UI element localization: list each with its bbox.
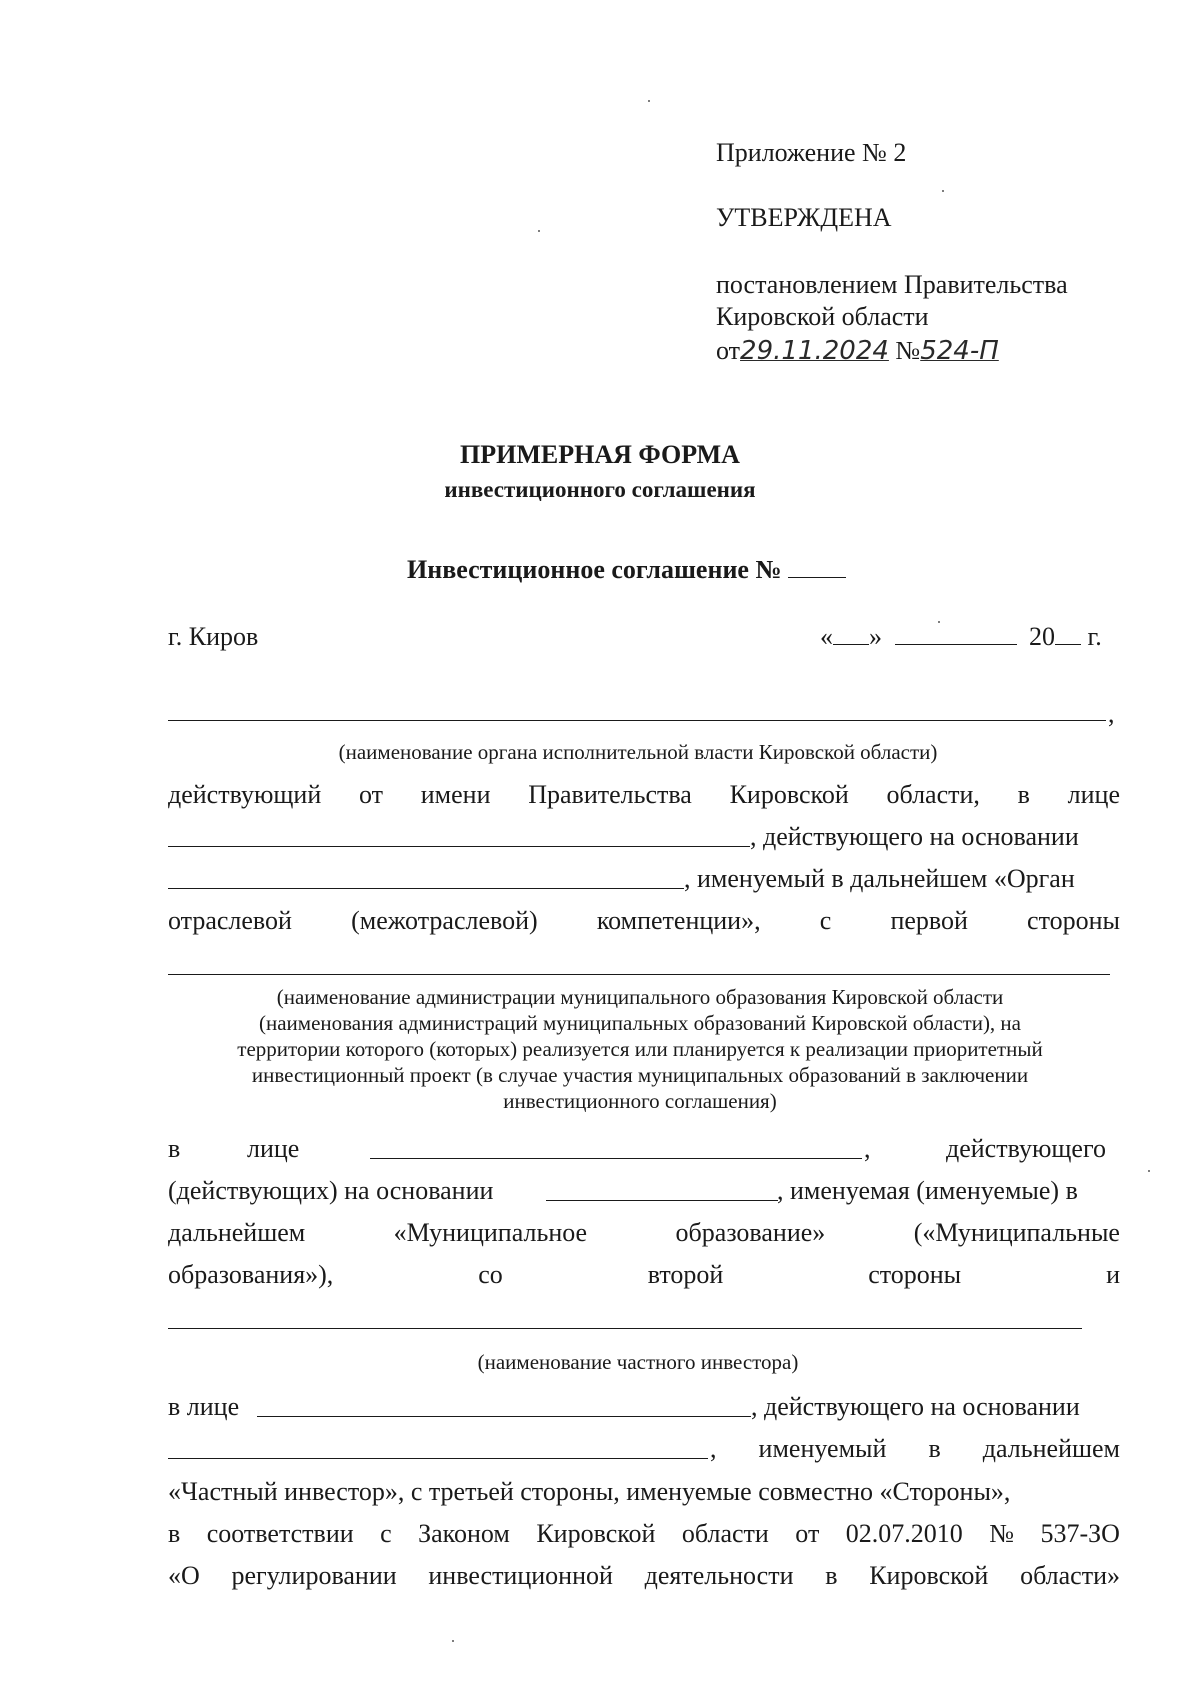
agreement-number	[407, 555, 846, 585]
word: Кировской	[869, 1561, 989, 1590]
handwritten-date: 29.11.2024	[740, 336, 889, 366]
word: деятельности	[644, 1561, 794, 1590]
decree-date-line	[716, 336, 999, 366]
word: компетенции»,	[596, 906, 761, 935]
word: в	[928, 1434, 941, 1463]
word: области	[681, 1519, 769, 1548]
paragraph2-line2-b: , именуемая (именуемые) в	[777, 1176, 1078, 1205]
paragraph3-in-person: в лице	[168, 1392, 240, 1421]
scan-speck	[942, 190, 944, 192]
paragraph2-line4	[168, 1260, 1120, 1290]
word: от	[358, 780, 384, 809]
word: Кировской	[729, 780, 849, 809]
word: с	[380, 1519, 392, 1548]
year-suffix: г.	[1087, 622, 1102, 651]
word: со	[478, 1260, 503, 1289]
authority-comma: ,	[1108, 699, 1115, 728]
form-subtitle: инвестиционного соглашения	[444, 477, 756, 502]
word: Кировской	[536, 1519, 656, 1548]
word: соответствии	[206, 1519, 354, 1548]
word: 537-ЗО	[1040, 1519, 1120, 1548]
word: образования»),	[168, 1260, 334, 1289]
word: Правительства	[528, 780, 692, 809]
city: г. Киров	[168, 622, 259, 651]
day-blank[interactable]	[833, 622, 869, 645]
scan-speck	[538, 230, 540, 232]
municipal-name-blank[interactable]	[168, 974, 1110, 975]
paragraph2-line2-a: (действующих) на основании	[168, 1176, 494, 1205]
caption-line: (наименования администраций муниципальных образований Кировской области), на	[258, 1011, 1021, 1035]
authority-basis-blank[interactable]	[168, 888, 684, 889]
paragraph1-line4	[168, 906, 1120, 936]
word: области»	[1020, 1561, 1120, 1590]
caption-line: инвестиционного соглашения)	[503, 1089, 777, 1113]
municipal-representative-blank[interactable]	[370, 1158, 862, 1159]
investor-basis-blank[interactable]	[168, 1458, 708, 1459]
agreement-number-label: Инвестиционное соглашение №	[407, 555, 782, 584]
paragraph3-line4	[168, 1519, 1120, 1549]
paragraph2-acting: действующего	[946, 1134, 1106, 1163]
word: в	[825, 1561, 838, 1590]
authority-name-blank[interactable]	[168, 720, 1106, 721]
paragraph2-line3	[168, 1218, 1120, 1248]
word: лице	[1067, 780, 1120, 809]
month-blank[interactable]	[895, 622, 1017, 645]
municipal-basis-blank[interactable]	[546, 1200, 778, 1201]
agreement-date	[820, 622, 1102, 652]
word: («Муниципальные	[913, 1218, 1120, 1247]
word: (межотраслевой)	[351, 906, 538, 935]
word: стороны	[868, 1260, 962, 1289]
word: 02.07.2010	[845, 1519, 963, 1548]
word: ,	[710, 1434, 717, 1463]
word: с	[819, 906, 832, 935]
word: дальнейшем	[168, 1218, 306, 1247]
scan-speck	[452, 1640, 454, 1642]
authority-representative-blank[interactable]	[168, 846, 750, 847]
word: второй	[647, 1260, 724, 1289]
handwritten-number: 524-П	[920, 336, 999, 366]
word: в	[1017, 780, 1030, 809]
paragraph1-line1	[168, 780, 1120, 810]
caption-line: территории которого (которых) реализуется или планируется к реализации приоритетный	[237, 1037, 1043, 1061]
word: имени	[420, 780, 491, 809]
word: области,	[886, 780, 980, 809]
approved-label: УТВЕРЖДЕНА	[716, 203, 892, 232]
decree-line-1: постановлением Правительства	[716, 270, 1068, 299]
caption-line: инвестиционный проект (в случае участия муниципальных образований в заключении	[251, 1063, 1029, 1087]
caption-line: (наименование администрации муниципального образования Кировской области	[276, 985, 1004, 1009]
paragraph3-line1-b: , действующего на основании	[751, 1392, 1080, 1421]
paragraph2-comma: ,	[864, 1134, 871, 1163]
scan-speck	[938, 621, 940, 623]
paragraph3-line5	[168, 1561, 1120, 1591]
caption-investor: (наименование частного инвестора)	[477, 1350, 799, 1374]
word: от	[795, 1519, 820, 1548]
word: образование»	[675, 1218, 826, 1247]
paragraph1-line3-text: , именуемый в дальнейшем «Орган	[684, 864, 1075, 893]
paragraph2-in: в	[168, 1134, 181, 1163]
word: первой	[890, 906, 968, 935]
word: в	[168, 1519, 181, 1548]
paragraph2-person: лице	[247, 1134, 300, 1163]
word: именуемый	[758, 1434, 887, 1463]
word: «О	[168, 1561, 200, 1590]
number-prefix: №	[895, 336, 921, 365]
word: инвестиционной	[428, 1561, 613, 1590]
caption-authority: (наименование органа исполнительной власти Кировской области)	[338, 740, 938, 764]
scan-speck	[1148, 1170, 1150, 1172]
word: отраслевой	[168, 906, 292, 935]
word: и	[1106, 1260, 1120, 1289]
investor-representative-blank[interactable]	[257, 1416, 751, 1417]
close-quote: »	[869, 622, 882, 651]
investor-name-blank[interactable]	[168, 1328, 1082, 1329]
appendix-label: Приложение № 2	[716, 138, 907, 167]
year-prefix: 20	[1029, 622, 1055, 651]
word: Законом	[418, 1519, 510, 1548]
year-blank[interactable]	[1055, 622, 1081, 645]
word: №	[989, 1519, 1015, 1548]
word: «Муниципальное	[393, 1218, 588, 1247]
date-prefix: от	[716, 336, 741, 365]
decree-line-2: Кировской области	[716, 302, 929, 331]
word: стороны	[1027, 906, 1120, 935]
scan-speck	[648, 100, 650, 102]
word: дальнейшем	[982, 1434, 1120, 1463]
open-quote: «	[820, 622, 833, 651]
paragraph1-line2-text: , действующего на основании	[750, 822, 1079, 851]
word: регулировании	[231, 1561, 397, 1590]
agreement-number-blank[interactable]	[788, 555, 846, 578]
paragraph3-line3: «Частный инвестор», с третьей стороны, именуемые совместно «Стороны»,	[168, 1477, 1011, 1506]
word: действующий	[168, 780, 322, 809]
paragraph3-line2	[710, 1434, 1120, 1464]
caption-municipal	[160, 984, 1120, 1114]
form-title: ПРИМЕРНАЯ ФОРМА	[460, 440, 740, 469]
